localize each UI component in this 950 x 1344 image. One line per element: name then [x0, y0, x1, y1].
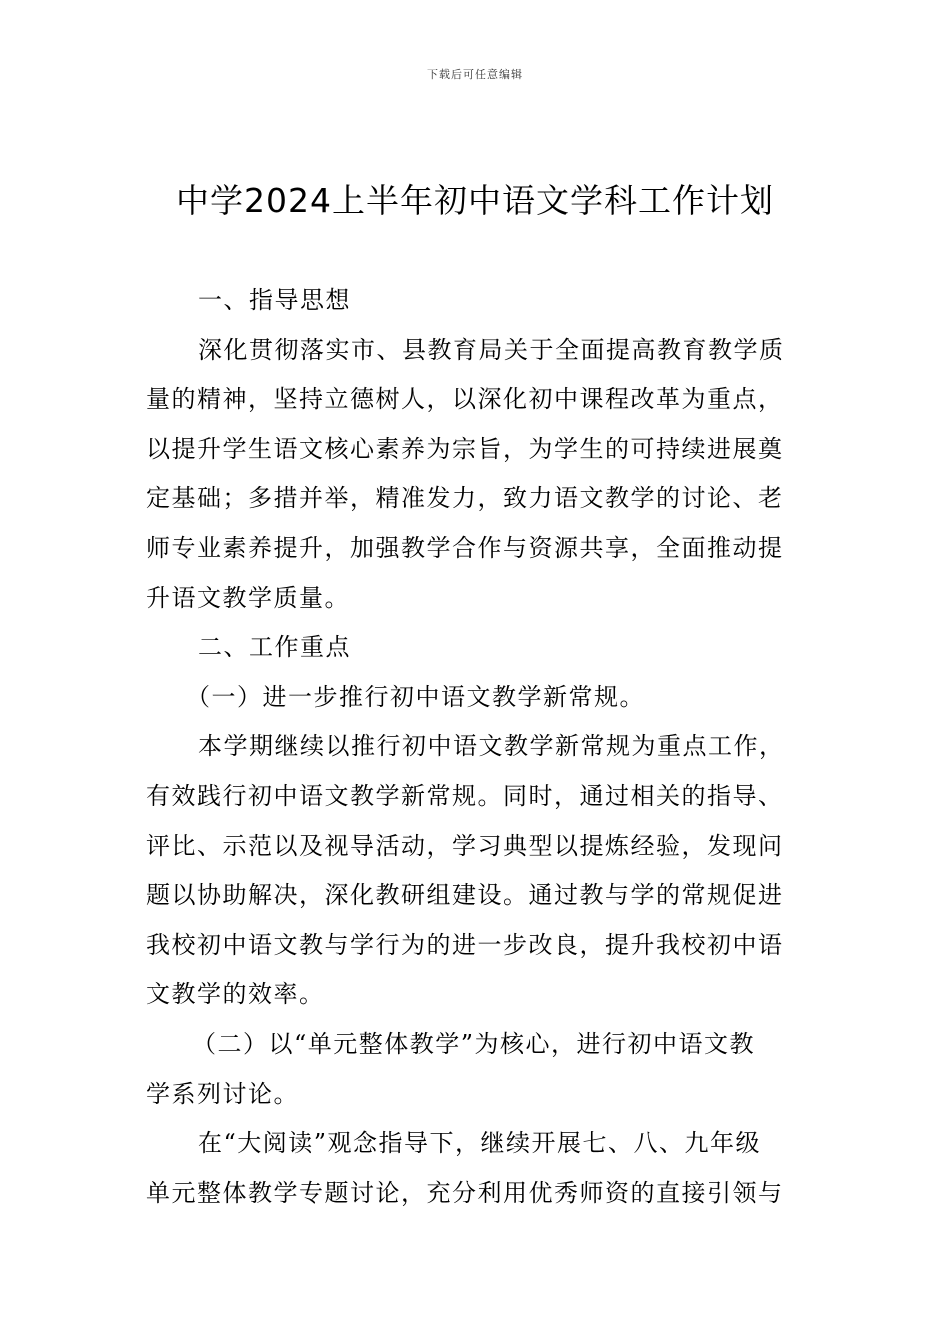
- paragraph-line: 文教学的效率。: [146, 980, 325, 1009]
- paragraph-line: 师专业素养提升，加强教学合作与资源共享，全面推动提: [146, 533, 784, 562]
- paragraph-line: 本学期继续以推行初中语文教学新常规为重点工作，: [198, 732, 785, 761]
- paragraph-line: 量的精神，坚持立德树人，以深化初中课程改革为重点，: [146, 385, 784, 414]
- subsection-heading: （一）进一步推行初中语文教学新常规。: [186, 682, 645, 711]
- paragraph-line: 以提升学生语文核心素养为宗旨，为学生的可持续进展奠: [146, 434, 784, 463]
- paragraph-line: 单元整体教学专题讨论，充分利用优秀师资的直接引领与: [146, 1178, 784, 1207]
- paragraph-line: 定基础；多措并举，精准发力，致力语文教学的讨论、老: [146, 484, 784, 513]
- paragraph-line: 深化贯彻落实市、县教育局关于全面提高教育教学质: [198, 335, 785, 364]
- subsection-heading: （二）以“单元整体教学”为核心，进行初中语文教: [192, 1029, 756, 1058]
- paragraph-line: 我校初中语文教与学行为的进一步改良，提升我校初中语: [146, 930, 784, 959]
- paragraph-line: 有效践行初中语文教学新常规。同时，通过相关的指导、: [146, 781, 784, 810]
- paragraph-line: 升语文教学质量。: [146, 583, 350, 612]
- paragraph-line: 学系列讨论。: [146, 1079, 299, 1108]
- section-heading: 一、指导思想: [198, 286, 351, 314]
- paragraph-line: 评比、示范以及视导活动，学习典型以提炼经验，发现问: [146, 831, 784, 860]
- section-heading: 二、工作重点: [198, 633, 351, 662]
- header-note: 下载后可任意编辑: [427, 68, 523, 81]
- paragraph-line: 题以协助解决，深化教研组建设。通过教与学的常规促进: [146, 881, 784, 910]
- paragraph-line: 在“大阅读”观念指导下，继续开展七、八、九年级: [198, 1129, 762, 1158]
- document-title: 中学2024上半年初中语文学科工作计划: [176, 181, 774, 220]
- document-body: [146, 276, 806, 1218]
